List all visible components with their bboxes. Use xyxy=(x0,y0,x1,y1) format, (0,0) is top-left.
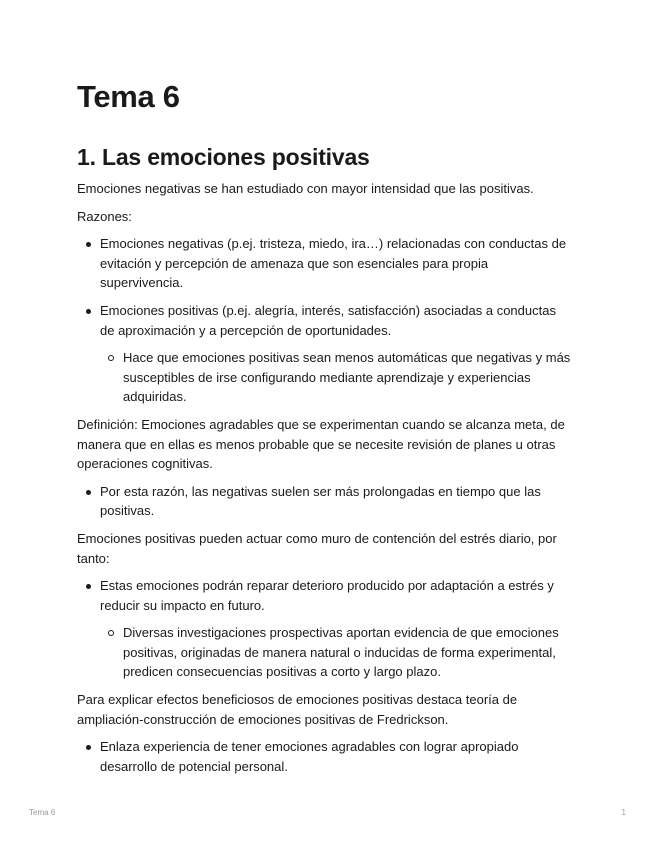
list-item: Por esta razón, las negativas suelen ser más prolongadas en tiempo que las positivas. xyxy=(77,482,572,521)
footer-doc-name: Tema 6 xyxy=(29,808,56,817)
reasons-list xyxy=(77,234,572,407)
list-item xyxy=(77,576,572,682)
list-item: Emociones negativas (p.ej. tristeza, miedo, ira…) relacionadas con conductas de evitación y percepción de amenaza que son esenciales para propia supervivencia. xyxy=(77,234,572,293)
list-item-text: Emociones positivas (p.ej. alegría, interés, satisfacción) asociadas a conductas de aproximación y a percepción de oportunidades. xyxy=(100,302,556,338)
definition-list xyxy=(77,482,572,521)
section-heading: 1. Las emociones positivas xyxy=(77,144,370,170)
list-item: Enlaza experiencia de tener emociones agradables con lograr apropiado desarrollo de potencial personal. xyxy=(77,737,572,776)
stress-paragraph: Emociones positivas pueden actuar como muro de contención del estrés diario, por tanto: xyxy=(77,530,557,566)
document-page xyxy=(77,78,572,784)
intro-paragraph: Emociones negativas se han estudiado con mayor intensidad que las positivas. xyxy=(77,181,534,196)
definition-paragraph: Definición: Emociones agradables que se experimentan cuando se alcanza meta, de manera que en ellas es menos probable que se necesite revisión de planes u otras operaciones cognitivas. xyxy=(77,416,565,472)
theory-list xyxy=(77,737,572,776)
list-item xyxy=(77,301,572,407)
list-item-text: Estas emociones podrán reparar deterioro producido por adaptación a estrés y reducir su impacto en futuro. xyxy=(100,578,554,613)
sub-list-item: Hace que emociones positivas sean menos automáticas que negativas y más susceptibles de irse configurando mediante aprendizaje y experiencias adquiridas. xyxy=(100,348,572,407)
stress-list xyxy=(77,576,572,682)
page-title: Tema 6 xyxy=(77,79,180,114)
sub-list xyxy=(100,623,572,682)
theory-paragraph: Para explicar efectos beneficiosos de emociones positivas destaca teoría de ampliación-construcción de emociones positivas de Fredrickson. xyxy=(77,692,518,727)
sub-list-item: Diversas investigaciones prospectivas aportan evidencia de que emociones positivas, originadas de manera natural o inducidas de forma experimental, predicen consecuencias positivas a corto y largo plazo. xyxy=(100,623,572,682)
footer-page-number: 1 xyxy=(621,808,626,817)
sub-list xyxy=(100,348,572,407)
reasons-label: Razones: xyxy=(77,208,132,224)
